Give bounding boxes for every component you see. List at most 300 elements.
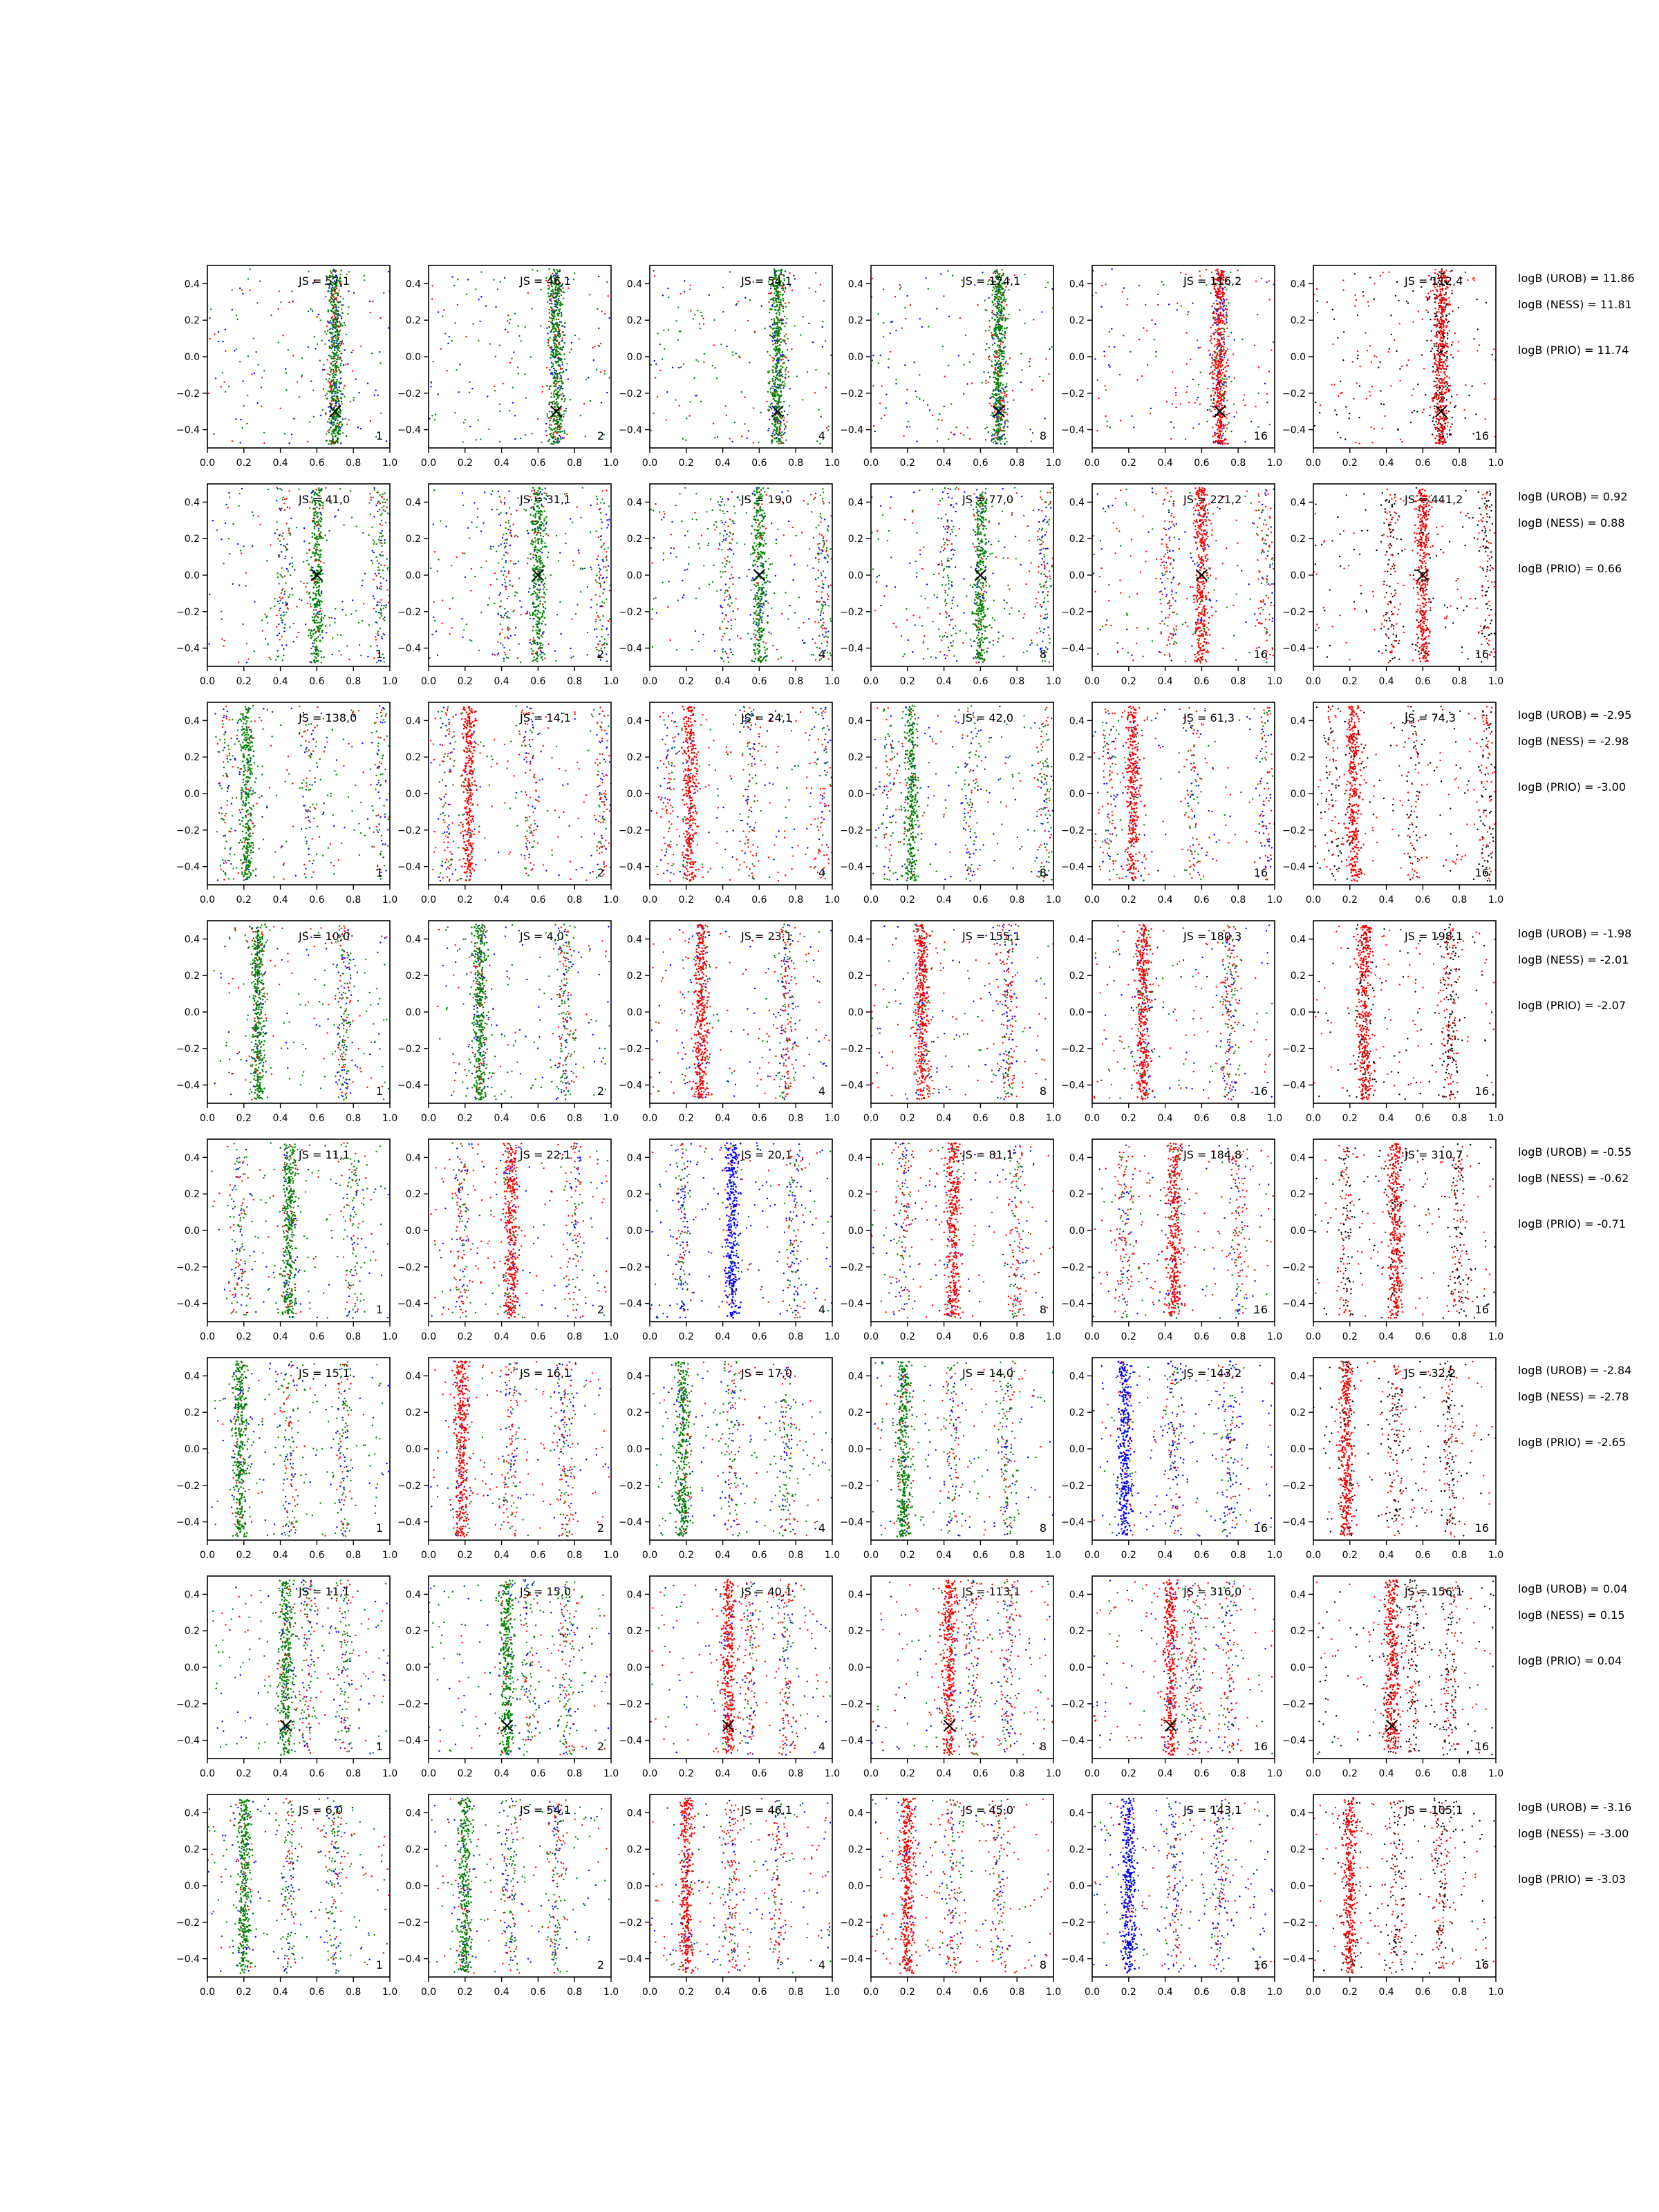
scatter-point (780, 338, 781, 339)
scatter-point (337, 401, 339, 403)
scatter-point (469, 392, 470, 393)
scatter-point (335, 371, 337, 373)
scatter-point (779, 438, 780, 440)
scatter-point (330, 370, 331, 371)
scatter-point (720, 344, 722, 345)
scatter-point (335, 270, 337, 272)
scatter-point (557, 271, 559, 273)
scatter-point (558, 315, 560, 317)
scatter-point (330, 332, 332, 335)
scatter-point (784, 326, 785, 327)
scatter-point (552, 311, 554, 313)
scatter-point (559, 310, 560, 312)
scatter-point (557, 357, 559, 359)
scatter-point (549, 402, 551, 404)
scatter-point (554, 406, 556, 409)
scatter-point (556, 349, 558, 351)
scatter-point (338, 427, 340, 429)
scatter-point (330, 404, 332, 406)
scatter-point (329, 367, 330, 368)
scatter-point (327, 330, 328, 332)
y-tick-label: 0.0 (406, 352, 421, 363)
scatter-point (469, 426, 471, 427)
scatter-point (541, 442, 542, 443)
scatter-point (772, 413, 774, 414)
scatter-point (689, 401, 691, 402)
scatter-point (789, 272, 790, 274)
scatter-point (553, 385, 555, 387)
scatter-point (570, 399, 571, 400)
scatter-point (560, 354, 562, 356)
scatter-point (549, 303, 550, 304)
y-tick-label: −0.2 (1061, 388, 1085, 400)
scatter-point (559, 302, 561, 304)
scatter-point (563, 298, 564, 299)
scatter-point (787, 338, 789, 339)
scatter-point (604, 370, 606, 371)
scatter-point (828, 426, 830, 427)
scatter-point (335, 405, 337, 406)
scatter-point (330, 322, 332, 324)
scatter-point (559, 372, 561, 374)
scatter-point (337, 355, 339, 356)
scatter-point (773, 431, 774, 432)
scatter-point (559, 429, 561, 431)
scatter-point (558, 342, 559, 344)
scatter-point (555, 328, 557, 330)
scatter-point (562, 303, 563, 305)
scatter-point (530, 356, 532, 357)
scatter-point (780, 329, 782, 330)
scatter-point (383, 292, 384, 294)
scatter-point (338, 301, 340, 303)
scatter-point (782, 290, 784, 291)
corner-label: 2 (597, 429, 604, 442)
scatter-point (565, 410, 567, 412)
scatter-point (550, 396, 552, 398)
scatter-point (547, 301, 548, 303)
scatter-point (552, 291, 554, 293)
scatter-point (554, 391, 556, 393)
scatter-point (776, 301, 777, 303)
scatter-point (690, 310, 691, 311)
scatter-point (337, 343, 339, 345)
y-tick-label: 0.0 (185, 352, 200, 363)
scatter-point (327, 290, 329, 292)
scatter-point (335, 388, 337, 390)
scatter-point (334, 358, 335, 359)
scatter-point (784, 316, 785, 317)
scatter-point (557, 348, 559, 349)
scatter-point (345, 364, 346, 365)
scatter-point (334, 386, 336, 388)
scatter-point (697, 310, 698, 311)
scatter-point (684, 291, 685, 292)
scatter-point (668, 329, 669, 330)
scatter-point (769, 419, 770, 420)
scatter-point (556, 339, 559, 341)
scatter-point (561, 321, 562, 323)
scatter-point (328, 339, 330, 341)
scatter-point (556, 404, 559, 406)
scatter-point (339, 427, 341, 429)
scatter-point (553, 339, 555, 341)
scatter-point (310, 308, 311, 310)
scatter-point (565, 408, 567, 409)
y-tick-label: −0.4 (1282, 425, 1306, 436)
scatter-point (791, 290, 793, 291)
scatter-point (541, 391, 543, 393)
scatter-point (556, 417, 558, 419)
scatter-point (480, 296, 482, 297)
scatter-point (232, 440, 233, 442)
scatter-point (702, 318, 704, 319)
scatter-point (597, 308, 598, 310)
scatter-point (580, 415, 581, 416)
scatter-point (547, 292, 549, 294)
scatter-point (559, 389, 561, 391)
scatter-point (559, 419, 561, 421)
scatter-point (332, 417, 335, 419)
scatter-point (815, 291, 816, 292)
scatter-point (553, 315, 555, 317)
scatter-point (559, 441, 560, 442)
scatter-point (731, 441, 733, 442)
scatter-point (221, 386, 222, 387)
scatter-point (330, 302, 331, 303)
y-tick-label: 0.2 (848, 315, 863, 326)
scatter-point (331, 289, 333, 291)
scatter-point (779, 423, 780, 424)
subplot-r1-c3 (619, 265, 840, 469)
scatter-point (330, 371, 331, 373)
scatter-point (559, 321, 561, 322)
scatter-point (532, 308, 533, 309)
scatter-point (551, 429, 553, 431)
scatter-point (338, 290, 339, 291)
scatter-point (514, 415, 516, 416)
scatter-point (556, 297, 557, 298)
x-tick-label: 0.4 (1157, 458, 1172, 469)
y-tick-label: 0.4 (627, 279, 642, 290)
scatter-point (291, 433, 292, 435)
scatter-point (552, 295, 553, 297)
x-tick-label: 0.2 (1342, 458, 1358, 469)
scatter-point (563, 353, 565, 355)
scatter-point (574, 335, 576, 336)
scatter-point (511, 358, 512, 359)
scatter-point (545, 423, 547, 424)
scatter-point (555, 353, 557, 355)
x-tick-label: 0.2 (236, 458, 252, 469)
scatter-point (332, 392, 334, 394)
scatter-point (332, 317, 333, 318)
scatter-point (330, 443, 332, 445)
scatter-point (555, 292, 557, 294)
scatter-point (703, 324, 704, 325)
scatter-point (331, 344, 333, 346)
scatter-point (330, 355, 332, 357)
scatter-point (312, 310, 313, 312)
scatter-point (340, 324, 342, 326)
scatter-point (332, 395, 334, 397)
scatter-point (324, 344, 326, 345)
scatter-point (330, 420, 332, 422)
scatter-point (549, 417, 550, 418)
scatter-point (330, 320, 331, 321)
scatter-point (549, 388, 551, 390)
scatter-point (332, 377, 334, 378)
scatter-point (561, 420, 563, 422)
scatter-point (249, 290, 250, 291)
scatter-point (337, 422, 339, 424)
scatter-point (734, 422, 735, 423)
scatter-point (336, 313, 338, 315)
scatter-point (556, 427, 559, 429)
y-tick-label: −0.4 (1061, 425, 1085, 436)
scatter-point (337, 399, 339, 400)
y-tick-label: 0.4 (848, 279, 863, 290)
scatter-point (559, 344, 561, 346)
scatter-point (695, 359, 697, 361)
scatter-point (657, 332, 658, 334)
scatter-point (559, 435, 560, 436)
scatter-point (551, 308, 553, 310)
scatter-point (339, 390, 341, 392)
scatter-point (562, 437, 563, 438)
scatter-point (353, 397, 355, 398)
scatter-point (329, 440, 331, 442)
scatter-point (548, 288, 550, 290)
scatter-point (334, 433, 336, 435)
scatter-point (557, 381, 559, 383)
logb-annotation: logB (PRIO) = 11.74 (1518, 344, 1629, 357)
scatter-point (680, 366, 682, 368)
scatter-point (241, 289, 243, 290)
scatter-point (341, 353, 343, 355)
scatter-point (552, 437, 554, 439)
scatter-point (782, 363, 783, 364)
scatter-point (558, 309, 559, 310)
scatter-point (654, 275, 655, 276)
scatter-point (330, 427, 332, 429)
scatter-point (672, 367, 673, 368)
scatter-point (330, 388, 332, 389)
scatter-point (335, 420, 336, 421)
scatter-point (593, 359, 594, 361)
scatter-point (326, 440, 328, 441)
scatter-point (785, 343, 787, 344)
scatter-point (564, 326, 565, 328)
scatter-point (562, 393, 563, 394)
scatter-point (784, 383, 785, 384)
scatter-point (558, 319, 559, 320)
scatter-point (554, 331, 556, 333)
scatter-point (555, 309, 557, 311)
scatter-point (332, 435, 334, 438)
scatter-point (333, 372, 335, 373)
scatter-point (550, 354, 552, 356)
x-tick-label: 1.0 (1267, 458, 1282, 469)
scatter-point (327, 380, 328, 382)
scatter-point (517, 366, 518, 368)
scatter-point (524, 373, 525, 375)
scatter-point (770, 404, 771, 405)
scatter-point (335, 440, 337, 442)
scatter-points (429, 268, 610, 445)
scatter-point (332, 346, 334, 348)
scatter-point (562, 331, 564, 333)
scatter-point (547, 440, 550, 442)
scatter-point (601, 402, 602, 403)
scatter-point (340, 377, 341, 379)
scatter-point (329, 411, 331, 413)
scatter-point (328, 355, 330, 357)
scatter-point (778, 372, 780, 373)
scatter-point (261, 377, 263, 378)
scatter-point (548, 309, 550, 310)
scatter-point (561, 394, 562, 395)
y-tick-label: 0.2 (627, 315, 642, 326)
scatter-point (326, 326, 328, 327)
scatter-point (689, 289, 691, 290)
scatter-point (738, 355, 740, 357)
scatter-point (714, 437, 715, 438)
scatter-point (551, 351, 553, 353)
scatter-point (726, 346, 727, 347)
scatter-point (336, 288, 337, 289)
scatter-point (552, 363, 554, 365)
scatter-point (270, 315, 272, 316)
scatter-point (333, 353, 335, 355)
scatter-point (278, 308, 279, 310)
scatter-point (559, 292, 560, 294)
scatter-point (457, 279, 458, 280)
scatter-point (563, 400, 565, 402)
scatter-point (327, 430, 328, 431)
js-label: JS = 112,4 (1404, 274, 1463, 288)
scatter-point (438, 393, 439, 395)
scatter-point (680, 293, 682, 294)
scatter-point (785, 303, 786, 304)
scatter-point (480, 271, 482, 272)
scatter-point (558, 353, 559, 355)
scatter-point (590, 400, 591, 402)
scatter-point (475, 288, 476, 290)
scatter-point (598, 345, 599, 346)
scatter-point (555, 337, 557, 339)
scatter-point (556, 438, 559, 440)
scatter-point (261, 386, 262, 388)
scatter-point (308, 310, 309, 312)
scatter-point (340, 397, 342, 399)
scatter-point (330, 384, 331, 386)
scatter-point (560, 437, 561, 438)
scatter-point (549, 312, 550, 313)
scatter-point (678, 367, 679, 368)
scatter-point (787, 359, 789, 361)
scatter-point (334, 377, 336, 379)
scatter-point (553, 429, 554, 430)
scatter-point (330, 297, 332, 299)
scatter-point (553, 326, 555, 328)
scatter-point (430, 386, 431, 387)
scatter-point (335, 397, 337, 398)
scatter-point (324, 331, 326, 332)
scatter-point (664, 348, 665, 350)
scatter-point (653, 270, 654, 272)
scatter-point (768, 428, 769, 429)
scatter-point (331, 310, 333, 312)
scatter-point (713, 422, 714, 424)
scatter-point (557, 431, 559, 433)
scatter-point (337, 292, 339, 294)
scatter-point (548, 295, 550, 297)
scatter-point (332, 332, 333, 333)
scatter-point (677, 339, 679, 341)
scatter-point (563, 416, 564, 418)
scatter-point (341, 426, 342, 427)
scatter-point (329, 301, 330, 302)
scatter-point (557, 335, 559, 337)
scatter-point (353, 292, 355, 294)
scatter-point (379, 362, 381, 364)
scatter-point (431, 298, 433, 299)
corner-label: 8 (1040, 429, 1047, 442)
scatter-point (563, 410, 565, 411)
scatter-point (488, 429, 489, 430)
scatter-point (554, 343, 556, 345)
scatter-point (663, 330, 664, 331)
scatter-point (375, 390, 377, 391)
scatter-point (771, 402, 772, 404)
scatter-point (341, 340, 343, 341)
scatter-point (509, 410, 510, 411)
scatter-point (772, 324, 774, 326)
scatter-point (608, 295, 609, 297)
scatter-point (747, 438, 748, 439)
scatter-point (783, 420, 785, 421)
scatter-point (682, 438, 684, 440)
scatter-point (525, 397, 527, 398)
scatter-point (564, 334, 566, 336)
scatter-point (329, 429, 331, 431)
scatter-point (561, 368, 563, 370)
scatter-point (552, 318, 554, 320)
scatter-point (714, 367, 715, 368)
scatter-point (334, 360, 335, 362)
scatter-point (807, 371, 808, 373)
scatter-point (563, 371, 564, 372)
scatter-point (744, 297, 746, 299)
scatter-point (322, 409, 324, 411)
scatter-point (371, 353, 373, 354)
scatter-point (780, 272, 782, 273)
scatter-point (339, 296, 341, 297)
scatter-point (527, 292, 529, 294)
scatter-point (431, 285, 433, 286)
scatter-point (738, 301, 739, 302)
scatter-point (547, 332, 548, 334)
scatter-point (341, 312, 344, 314)
scatter-point (332, 379, 335, 382)
scatter-point (336, 328, 338, 330)
scatter-point (796, 375, 798, 377)
scatter-point (760, 412, 762, 413)
scatter-point (337, 392, 339, 394)
scatter-point (332, 424, 334, 427)
scatter-point (338, 429, 340, 431)
